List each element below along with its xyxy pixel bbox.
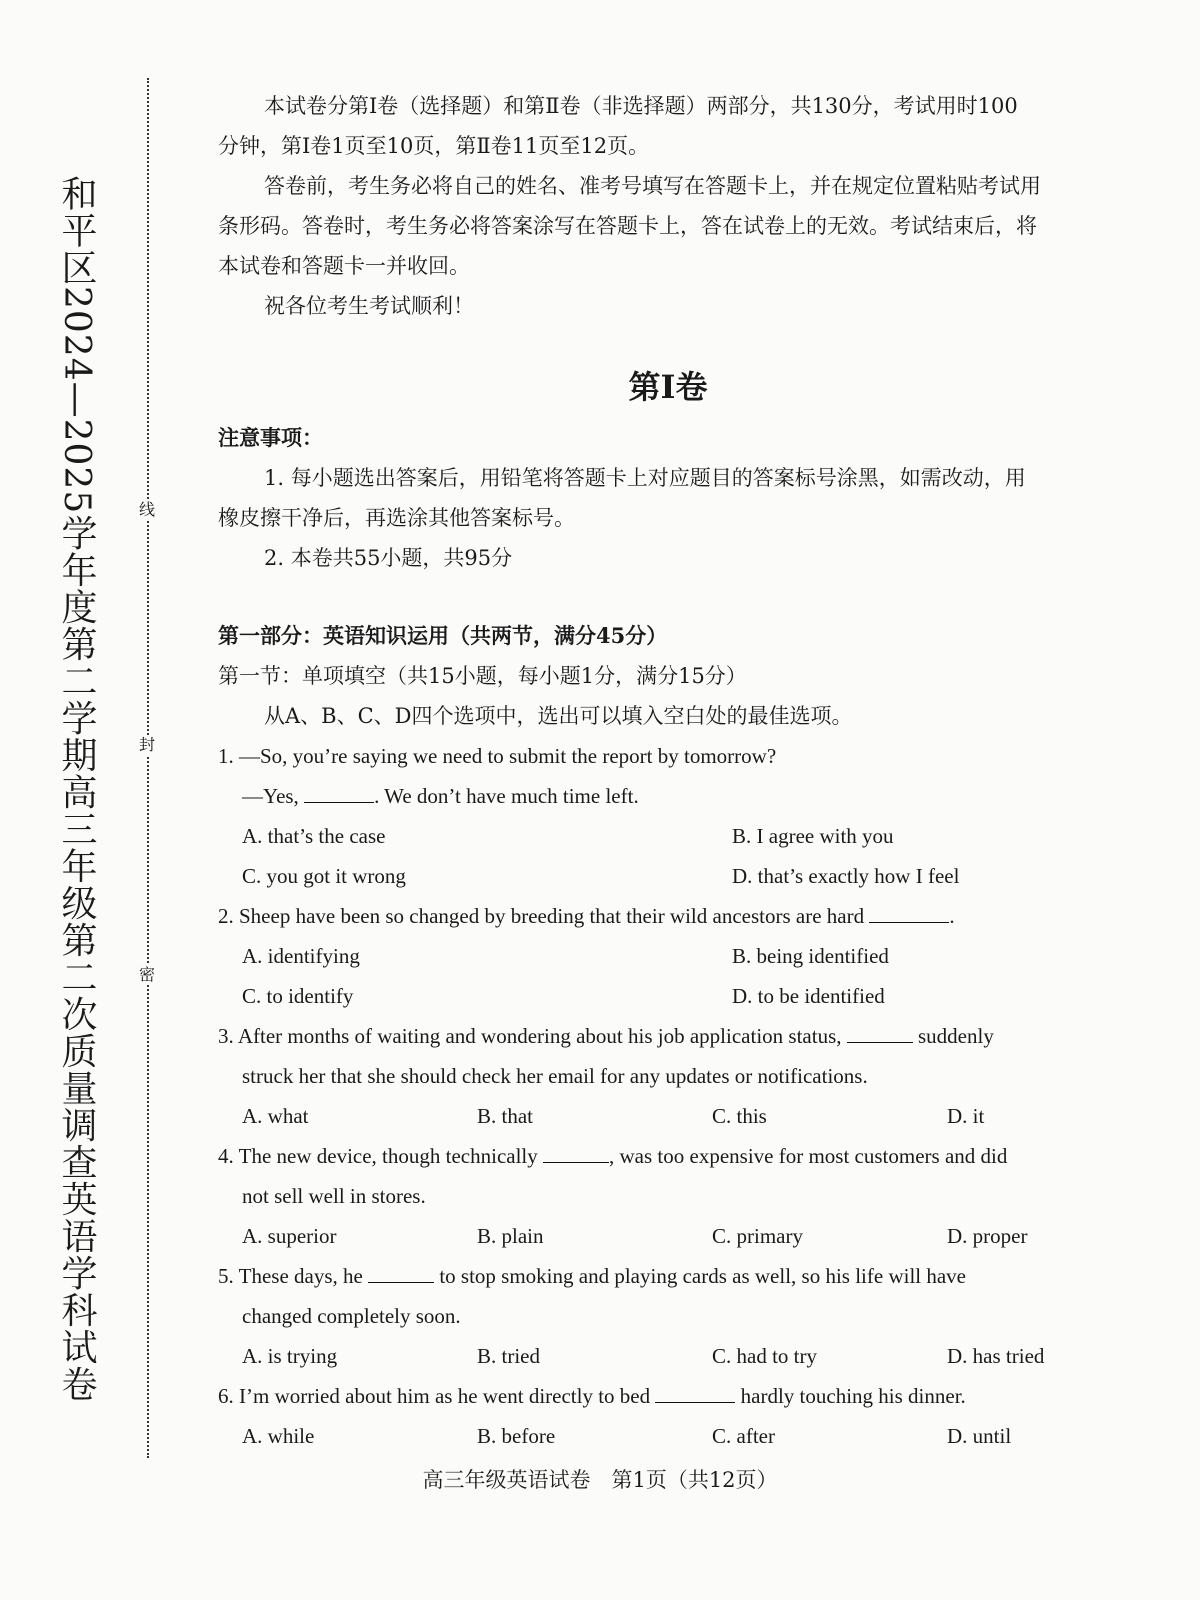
option-c: C. primary [712,1224,803,1248]
option-a: A. that’s the case [242,824,386,848]
answer-blank [655,1380,735,1403]
question-text: 1. —So, you’re saying we need to submit the report by tomorrow? [218,744,777,768]
question-text: 6. I’m worried about him as he went directly to bed [218,1384,656,1408]
option-c: C. had to try [712,1344,817,1368]
option-d: D. that’s exactly how I feel [732,864,960,888]
intro-line: 条形码。答卷时，考生务必将答案涂写在答题卡上，答在试卷上的无效。考试结束后，将 [218,214,1037,238]
question-1-options [218,816,1118,856]
question-text: 5. These days, he [218,1264,369,1288]
question-4-stem [218,1136,1118,1176]
answer-blank [304,780,374,803]
question-text: . We don’t have much time left. [374,784,639,808]
answer-blank [543,1140,609,1163]
option-c: C. after [712,1424,775,1448]
option-b: B. that [477,1104,533,1128]
question-3-stem [218,1016,1118,1056]
option-b: B. tried [477,1344,540,1368]
question-text: 2. Sheep have been so changed by breeding that their wild ancestors are hard [218,904,870,928]
section1-heading: 第一节：单项填空（共15小题，每小题1分，满分15分） [218,664,747,688]
question-1-response [218,776,1118,816]
question-text: , was too expensive for most customers and did [609,1144,1008,1168]
option-d: D. until [947,1424,1012,1448]
question-6-options [218,1416,1118,1456]
answer-blank [869,900,949,923]
section1-instruction: 从A、B、C、D四个选项中，选出可以填入空白处的最佳选项。 [264,704,853,728]
option-a: A. while [242,1424,315,1448]
question-1-stem [218,736,1118,776]
question-5-stem-cont: changed completely soon. [242,1304,461,1328]
question-2-stem [218,896,1118,936]
question-text: —Yes, [242,784,305,808]
question-text: . [949,904,955,928]
question-4-stem-cont: not sell well in stores. [242,1184,426,1208]
intro-line: 答卷前，考生务必将自己的姓名、准考号填写在答题卡上，并在规定位置粘贴考试用 [264,174,1041,198]
option-b: B. plain [477,1224,544,1248]
option-c: C. to identify [242,984,354,1008]
question-5-options [218,1336,1118,1376]
question-3-stem-cont: struck her that she should check her email for any updates or notifications. [242,1064,868,1088]
part1-heading: 第一部分：英语知识运用（共两节，满分45分） [218,623,668,648]
question-text: hardly touching his dinner. [735,1384,966,1408]
seal-mark-seal: 封 [138,735,155,754]
notes-heading: 注意事项： [218,425,323,450]
option-b: B. being identified [732,944,889,968]
intro-line: 本试卷和答题卡一并收回。 [218,254,470,278]
option-d: D. proper [947,1224,1028,1248]
question-3-options [218,1096,1118,1136]
volume-title: 第Ⅰ卷 [628,368,708,406]
question-2-options [218,936,1118,976]
option-a: A. superior [242,1224,337,1248]
option-c: C. you got it wrong [242,864,406,888]
page-footer: 高三年级英语试卷 第1页（共12页） [422,1468,778,1492]
question-4-options [218,1216,1118,1256]
option-b: B. I agree with you [732,824,894,848]
note-line: 2. 本卷共55小题，共95分 [264,546,513,570]
option-d: D. it [947,1104,985,1128]
option-a: A. identifying [242,944,360,968]
option-a: A. what [242,1104,309,1128]
question-text: 3. After months of waiting and wondering about his job application status, [218,1024,847,1048]
intro-line: 本试卷分第Ⅰ卷（选择题）和第Ⅱ卷（非选择题）两部分，共130分，考试用时100 [264,94,1018,118]
answer-blank [368,1260,434,1283]
good-luck-line: 祝各位考生考试顺利！ [264,294,474,318]
question-1-options [218,856,1118,896]
question-6-stem [218,1376,1118,1416]
option-b: B. before [477,1424,556,1448]
seal-mark-line: 线 [138,500,155,519]
side-exam-title: 和平区2024—2025学年度第二学期高三年级第二次质量调查英语学科试卷 [56,175,97,1403]
note-line: 橡皮擦干净后，再选涂其他答案标号。 [218,506,575,530]
question-text: suddenly [912,1024,994,1048]
question-text: to stop smoking and playing cards as well, so his life will have [434,1264,966,1288]
option-d: D. to be identified [732,984,885,1008]
option-d: D. has tried [947,1344,1045,1368]
answer-blank [847,1020,913,1043]
seal-mark-secret: 密 [138,965,155,984]
option-a: A. is trying [242,1344,338,1368]
question-text: 4. The new device, though technically [218,1144,544,1168]
exam-page-content [218,86,1118,1456]
question-2-options [218,976,1118,1016]
option-c: C. this [712,1104,767,1128]
intro-line: 分钟，第Ⅰ卷1页至10页，第Ⅱ卷11页至12页。 [218,134,650,158]
binding-dotted-line [147,78,149,1458]
note-line: 1. 每小题选出答案后，用铅笔将答题卡上对应题目的答案标号涂黑，如需改动，用 [264,466,1026,490]
question-5-stem [218,1256,1118,1296]
